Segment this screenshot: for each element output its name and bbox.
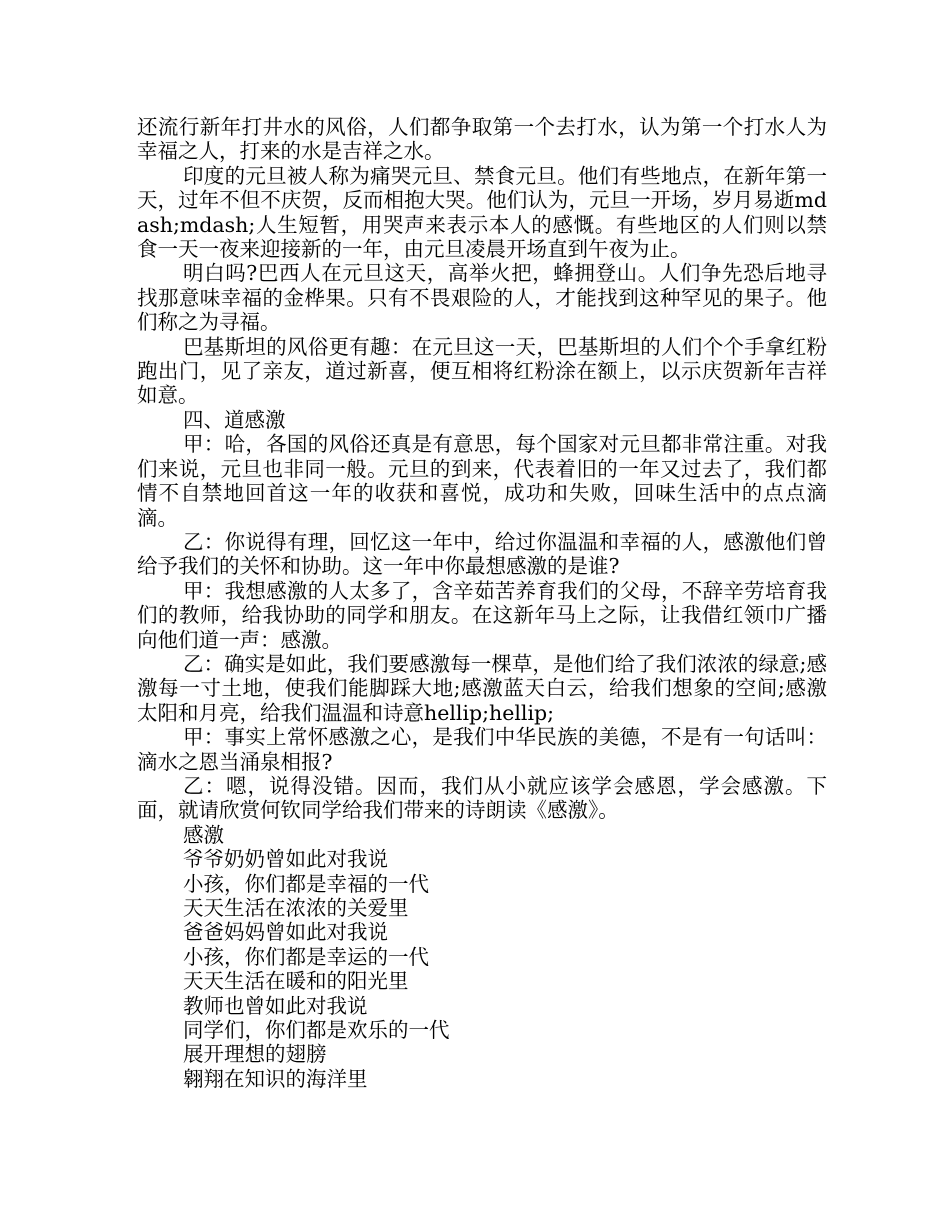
poem-line: 同学们，你们都是欢乐的一代 <box>183 1018 450 1043</box>
paragraph-dialogue-jia-3: 甲：事实上常怀感激之心，是我们中华民族的美德，不是有一句话叫：滴水之恩当涌泉相报? <box>137 725 827 774</box>
poem-title: 感激 <box>183 822 224 847</box>
paragraph-dialogue-yi-2: 乙：确实是如此，我们要感激每一棵草，是他们给了我们浓浓的绿意;感激每一寸土地，使我们能脚踩大地;感激蓝天白云，给我们想象的空间;感激太阳和月亮，给我们温温和诗意hellip;hellip; <box>137 651 827 725</box>
poem-line: 小孩，你们都是幸福的一代 <box>183 871 429 896</box>
poem-line: 展开理想的翅膀 <box>183 1042 327 1067</box>
poem-line: 爸爸妈妈曾如此对我说 <box>183 920 388 945</box>
section-heading-gratitude: 四、道感激 <box>183 407 286 432</box>
paragraph-brazil-new-year: 明白吗?巴西人在元旦这天，高举火把，蜂拥登山。人们争先恐后地寻找那意味幸福的金桦果。只有不畏艰险的人，才能找到这种罕见的果子。他们称之为寻福。 <box>137 261 827 335</box>
poem-line: 天天生活在浓浓的关爱里 <box>183 896 409 920</box>
paragraph-dialogue-yi-3: 乙：嗯，说得没错。因而，我们从小就应该学会感恩，学会感激。下面，就请欣赏何钦同学给我们带来的诗朗读《感激》。 <box>137 773 827 823</box>
poem-line: 爷爷奶奶曾如此对我说 <box>183 847 388 872</box>
document-body <box>137 115 827 1091</box>
poem-line: 教师也曾如此对我说 <box>183 993 368 1018</box>
poem-line: 小孩，你们都是幸运的一代 <box>183 944 429 969</box>
paragraph-india-new-year: 印度的元旦被人称为痛哭元旦、禁食元旦。他们有些地点，在新年第一天，过年不但不庆贺，反而相抱大哭。他们认为，元旦一开场，岁月易逝mdash;mdash;人生短暂，用哭声来表示本人的感慨。有些地区的人们则以禁食一天一夜来迎接新的一年，由元旦凌晨开场直到午夜为止。 <box>137 163 827 262</box>
paragraph-pakistan-new-year: 巴基斯坦的风俗更有趣：在元旦这一天，巴基斯坦的人们个个手拿红粉跑出门，见了亲友，道过新喜，便互相将红粉涂在额上，以示庆贺新年吉祥如意。 <box>137 334 827 408</box>
poem-block <box>137 823 827 1091</box>
paragraph-dialogue-yi-1: 乙：你说得有理，回忆这一年中，给过你温温和幸福的人，感激他们曾给予我们的关怀和协助。这一年中你最想感激的是谁? <box>137 529 827 579</box>
poem-line: 天天生活在暖和的阳光里 <box>183 969 409 994</box>
paragraph-well-water-custom: 还流行新年打井水的风俗，人们都争取第一个去打水，认为第一个打水人为幸福之人，打来的水是吉祥之水。 <box>137 115 827 164</box>
paragraph-dialogue-jia-2: 甲：我想感激的人太多了，含辛茹苦养育我们的父母，不辞辛劳培育我们的教师，给我协助的同学和朋友。在这新年马上之际，让我借红领巾广播向他们道一声：感激。 <box>137 578 827 652</box>
poem-line: 翱翔在知识的海洋里 <box>183 1066 368 1091</box>
paragraph-dialogue-jia-1: 甲：哈，各国的风俗还真是有意思，每个国家对元旦都非常注重。对我们来说，元旦也非同一般。元旦的到来，代表着旧的一年又过去了，我们都情不自禁地回首这一年的收获和喜悦，成功和失败，回味生活中的点点滴滴。 <box>137 432 827 530</box>
